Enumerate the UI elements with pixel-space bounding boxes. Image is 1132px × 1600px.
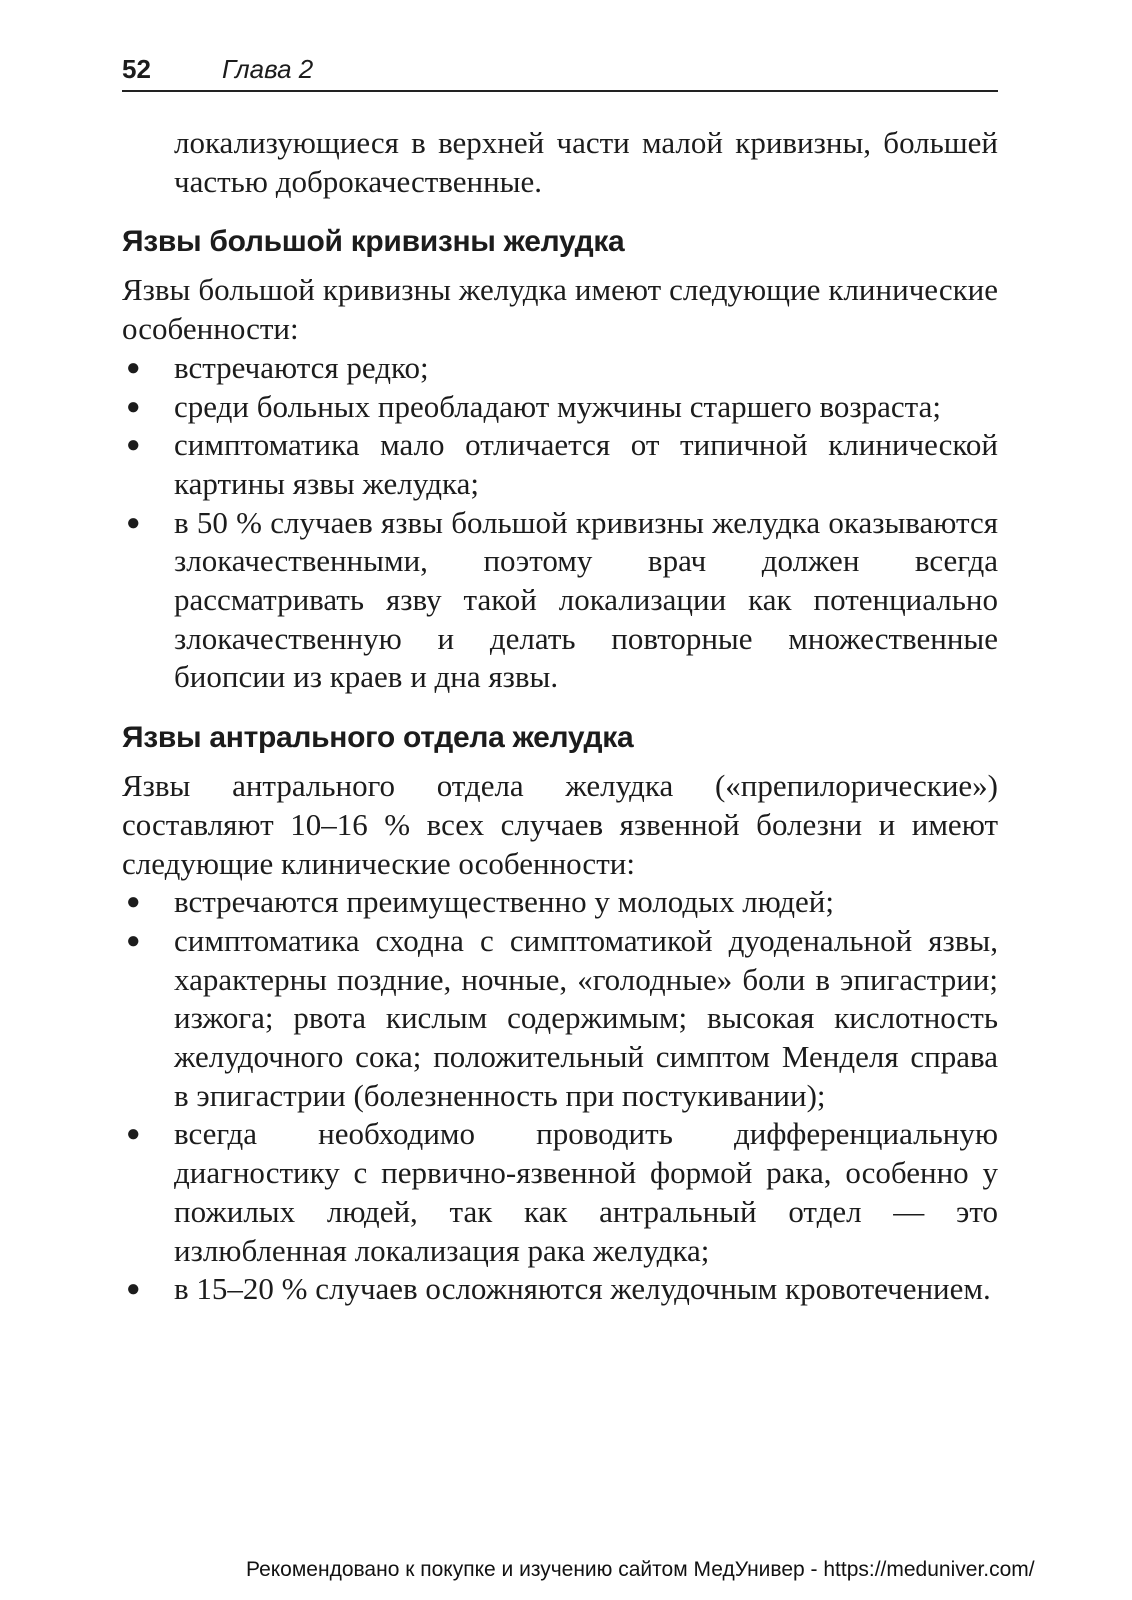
list-item	[122, 349, 998, 388]
list-item-text: в 15–20 % случаев осложняются желудочным кровотечением.	[174, 1271, 991, 1307]
list-item	[122, 426, 998, 503]
bullet-icon: ●	[126, 432, 141, 459]
section-intro: Язвы большой кривизны желудка имеют следующие клинические особенности:	[122, 272, 998, 347]
bullet-icon: ●	[126, 354, 141, 381]
list-item	[122, 883, 998, 922]
list-item-text: встречаются редко;	[174, 349, 429, 385]
list-item-text: встречаются преимущественно у молодых людей;	[174, 884, 835, 920]
continued-paragraph: локализующиеся в верхней части малой кривизны, большей частью доброкачественные.	[174, 125, 998, 199]
list-item	[122, 1115, 998, 1270]
list-item	[122, 1270, 998, 1309]
list-item-text: симптоматика сходна с симптоматикой дуоденальной язвы, характерны поздние, ночные, «голодные» боли в эпигастрии; изжога; рвота кислым содержимым; высокая кислотность желудочного сока; положительный симптом Менделя справа в эпигастрии (болезненность при постукивании);	[174, 922, 998, 1113]
bullet-list	[122, 349, 998, 697]
list-item	[122, 388, 998, 427]
section-heading: Язвы большой кривизны желудка	[122, 225, 625, 259]
bullet-icon: ●	[126, 509, 141, 536]
list-item	[122, 504, 998, 698]
section-intro: Язвы антрального отдела желудка («препилорические») составляют 10–16 % всех случаев язвенной болезни и имеют следующие клинические особенности:	[122, 768, 998, 881]
section-heading: Язвы антрального отдела желудка	[122, 721, 634, 755]
page-header	[122, 52, 998, 92]
section-antral	[122, 719, 998, 1309]
section-greater-curvature	[122, 223, 998, 697]
bullet-icon: ●	[126, 889, 141, 916]
page-content	[122, 124, 998, 1309]
list-item-text: симптоматика мало отличается от типичной клинической картины язвы желудка;	[174, 427, 998, 501]
page-number: 52	[122, 54, 151, 84]
bullet-icon: ●	[126, 393, 141, 420]
bullet-icon: ●	[126, 1121, 141, 1148]
bullet-list	[122, 883, 998, 1309]
footer-watermark: Рекомендовано к покупке и изучению сайтом МедУнивер - https://meduniver.com/	[246, 1558, 1035, 1581]
bullet-icon: ●	[126, 927, 141, 954]
bullet-icon: ●	[126, 1276, 141, 1303]
list-item	[122, 922, 998, 1116]
chapter-title: Глава 2	[222, 54, 314, 84]
list-item-text: среди больных преобладают мужчины старшего возраста;	[174, 388, 941, 424]
list-item-text: всегда необходимо проводить дифференциальную диагностику с первично-язвенной формой рака, особенно у пожилых людей, так как антральный отдел — это излюбленная локализация рака желудка;	[174, 1116, 998, 1268]
list-item-text: в 50 % случаев язвы большой кривизны желудка оказываются злокачественными, поэтому врач должен всегда рассматривать язву такой локализации как потенциально злокачественную и делать повторные множественные биопсии из краев и дна язвы.	[174, 504, 998, 695]
